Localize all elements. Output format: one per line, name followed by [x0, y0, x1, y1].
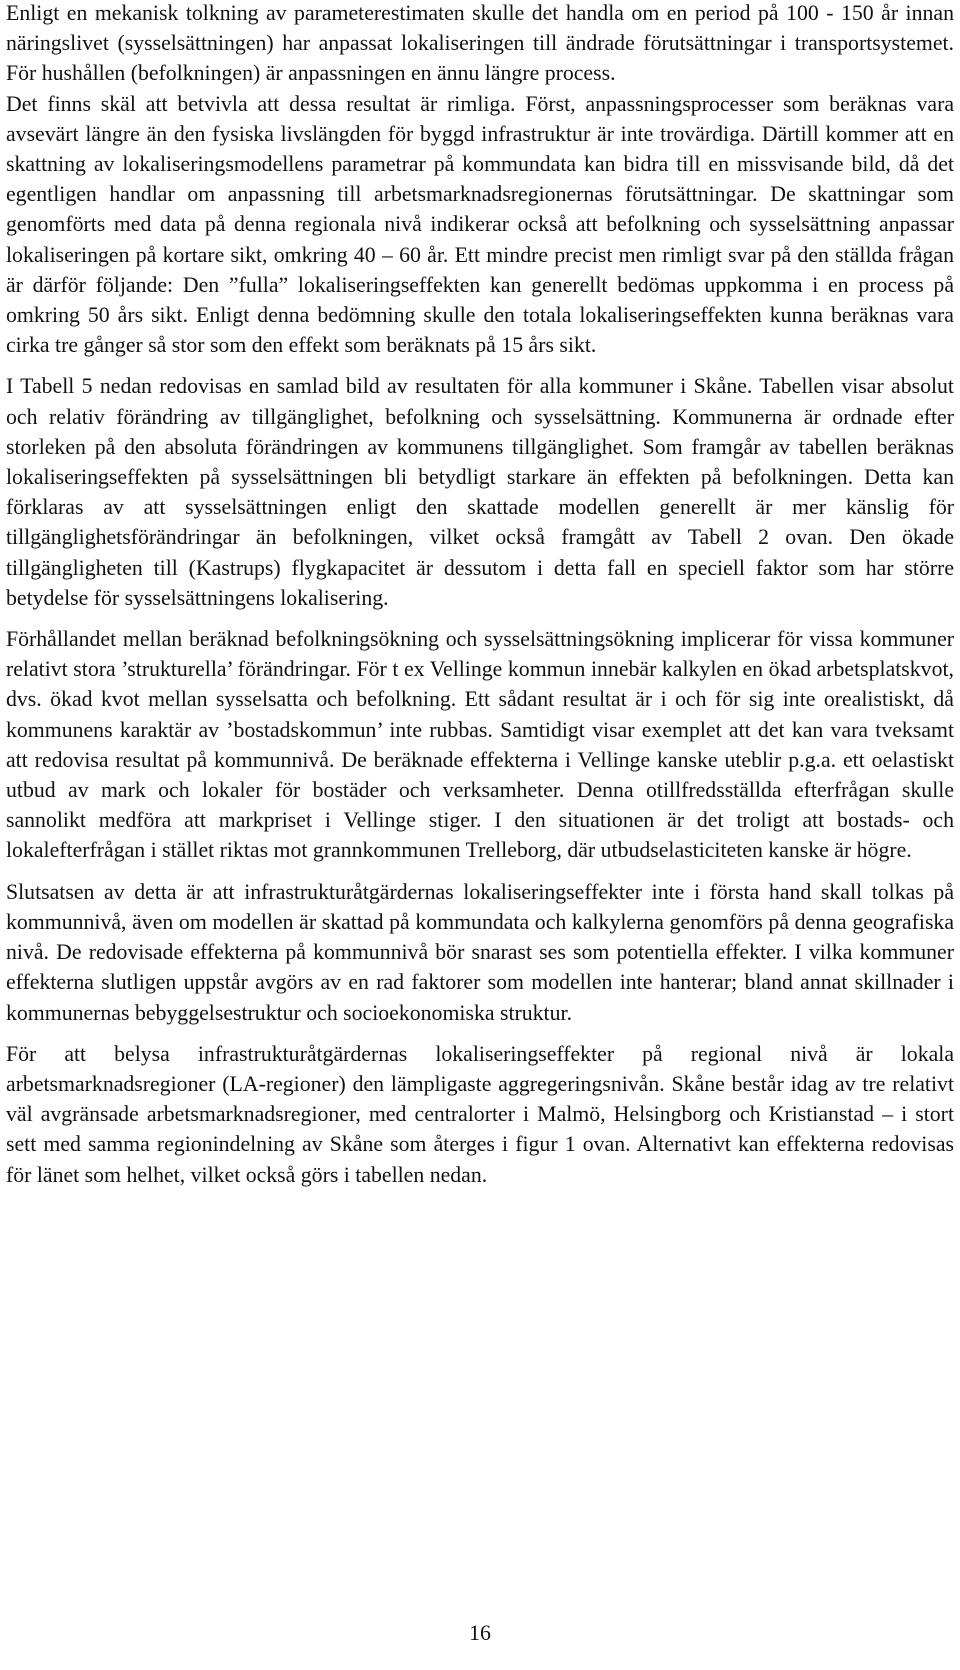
paragraph-2: Det finns skäl att betvivla att dessa resultat är rimliga. Först, anpassningsprocesser som beräknas vara avsevärt längre än den fysiska livslängden för byggd infrastruktur är inte trovärdiga. Därtill kommer att en skattning av lokaliseringsmodellens parametrar på kommundata kan bidra till en missvisande bild, då det egentligen handlar om anpassning till arbetsmarknadsregionernas förutsättningar. De skattningar som genomförts med data på denna regionala nivå indikerar också att befolkning och sysselsättning anpassar lokaliseringen på kortare sikt, omkring 40 – 60 år. Ett mindre precist men rimligt svar på den ställda frågan är därför följande: Den ”fulla” lokaliseringseffekten kan generellt bedömas uppkomma i en process på omkring 50 års sikt. Enligt denna bedömning skulle den totala lokaliseringseffekten kunna beräknas vara cirka tre gånger så stor som den effekt som beräknats på 15 års sikt.	[6, 91, 954, 358]
paragraph-3: I Tabell 5 nedan redovisas en samlad bild av resultaten för alla kommuner i Skåne. Tabellen visar absolut och relativ förändring av tillgänglighet, befolkning och sysselsättning. Kommunerna är ordnade efter storleken på den absoluta förändringen av kommunens tillgänglighet. Som framgår av tabellen beräknas lokaliseringseffekten på sysselsättningen bli betydligt starkare än effekten på befolkningen. Detta kan förklaras av att sysselsättningen enligt den skattade modellen generellt är mer känslig för tillgänglighetsförändringar än befolkningen, vilket också framgått av Tabell 2 ovan. Den ökade tillgängligheten till (Kastrups) flygkapacitet är dessutom i detta fall en speciell faktor som har större betydelse för sysselsättningens lokalisering.	[6, 374, 954, 610]
paragraph-5: Slutsatsen av detta är att infrastrukturåtgärdernas lokaliseringseffekter inte i första hand skall tolkas på kommunnivå, även om modellen är skattad på kommundata och kalkylerna genomförs på denna geografiska nivå. De redovisade effekterna på kommunnivå bör snarast ses som potentiella effekter. I vilka kommuner effekterna slutligen uppstår avgörs av en rad faktorer som modellen inte hanterar; bland annat skillnader i kommunernas bebyggelsestruktur och socioekonomiska struktur.	[6, 879, 954, 1025]
paragraph-6: För att belysa infrastrukturåtgärdernas lokaliseringseffekter på regional nivå är lokala arbetsmarknadsregioner (LA-regioner) den lämpligaste aggregeringsnivån. Skåne består idag av tre relativt väl avgränsade arbetsmarknadsregioner, med centralorter i Malmö, Helsingborg och Kristianstad – i stort sett med samma regionindelning av Skåne som återges i figur 1 ovan. Alternativt kan effekterna redovisas för länet som helhet, vilket också görs i tabellen nedan.	[6, 1041, 954, 1187]
page-number: 16	[469, 1621, 491, 1645]
paragraph-1: Enligt en mekanisk tolkning av parameterestimaten skulle det handla om en period på 100 - 150 år innan näringslivet (sysselsättningen) har anpassat lokaliseringen till ändrade förutsättningar i transportsystemet. För hushållen (befolkningen) är anpassningen en ännu längre process.	[6, 1, 954, 86]
paragraph-4: Förhållandet mellan beräknad befolkningsökning och sysselsättningsökning implicerar för vissa kommuner relativt stora ’strukturella’ förändringar. För t ex Vellinge kommun innebär kalkylen en ökad arbetsplatskvot, dvs. ökad kvot mellan sysselsatta och befolkning. Ett sådant resultat är i och för sig inte orealistiskt, då kommunens karaktär av ’bostadskommun’ inte rubbas. Samtidigt visar exemplet att det kan vara tveksamt att redovisa resultat på kommunnivå. De beräknade effekterna i Vellinge kanske uteblir p.g.a. ett oelastiskt utbud av mark och lokaler för bostäder och verksamheter. Denna otillfredsställda efterfrågan skulle sannolikt medföra att markpriset i Vellinge stiger. I den situationen är det troligt att bostads- och lokalefterfrågan i stället riktas mot grannkommunen Trelleborg, där utbudselasticiteten kanske är högre.	[6, 627, 954, 863]
document-body	[6, 0, 954, 1190]
